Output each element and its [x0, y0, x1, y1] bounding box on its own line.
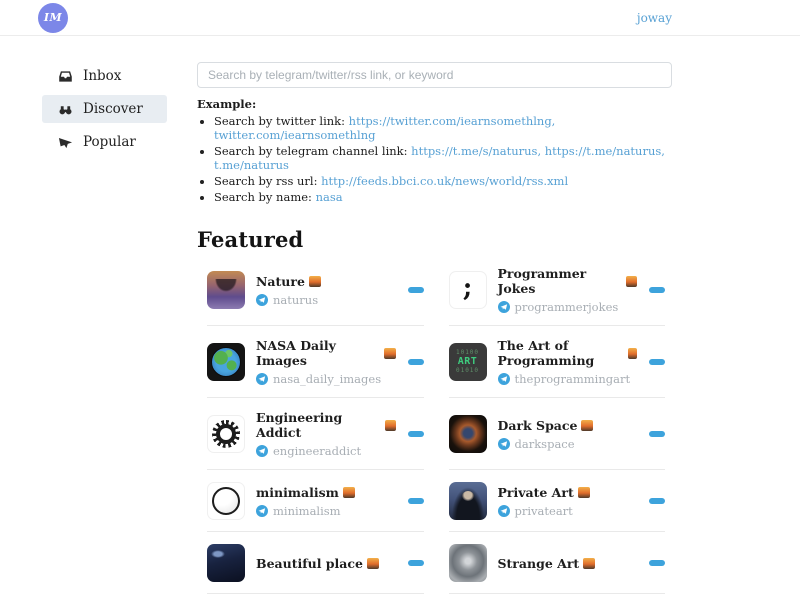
feed-title-text: Nature: [256, 273, 305, 289]
feed-handle: [498, 504, 638, 518]
feed-thumbnail: [207, 415, 245, 453]
feed-title-text: The Art of Programming: [497, 338, 595, 369]
example-label: Search by twitter link:: [214, 113, 349, 128]
page-layout: [0, 36, 800, 594]
remove-feed-button[interactable]: [649, 287, 665, 293]
feed-handle: [498, 372, 638, 386]
remove-feed-button[interactable]: [408, 498, 424, 504]
feed-title-text: Dark Space: [497, 417, 578, 433]
feed-thumbnail: [207, 544, 245, 582]
example-link[interactable]: http://feeds.bbci.co.uk/news/world/rss.xml: [321, 173, 569, 188]
telegram-icon: [256, 505, 268, 517]
feed-info: [498, 418, 638, 451]
feed-title: [498, 485, 638, 500]
telegram-icon: [498, 438, 510, 450]
feed-title: [256, 485, 396, 500]
feed-card: [449, 470, 666, 532]
paper-plane-icon: [58, 135, 73, 150]
example-item: [214, 145, 672, 173]
feed-handle: [256, 372, 396, 386]
remove-feed-button[interactable]: [408, 287, 424, 293]
feed-card: [449, 254, 666, 326]
sunset-landscape-emoji: [343, 487, 355, 498]
feed-handle-text: naturus: [273, 292, 319, 307]
user-account-link[interactable]: joway: [636, 10, 672, 25]
feed-card: [207, 398, 424, 470]
remove-feed-button[interactable]: [408, 359, 424, 365]
feed-handle-text: darkspace: [514, 436, 575, 451]
feed-card: [449, 398, 666, 470]
feed-info: [498, 266, 638, 314]
feed-handle: [256, 293, 396, 307]
sunset-landscape-emoji: [309, 276, 321, 287]
feed-card: [207, 326, 424, 398]
feed-info: [256, 556, 396, 571]
feed-title: [498, 266, 638, 296]
example-link[interactable]: https://t.me/naturus,: [544, 143, 665, 158]
sunset-landscape-emoji: [581, 420, 593, 431]
telegram-icon: [256, 445, 268, 457]
feed-title: [256, 556, 396, 571]
remove-feed-button[interactable]: [649, 359, 665, 365]
sidebar-item-inbox[interactable]: [42, 62, 167, 90]
feed-thumbnail: [207, 271, 245, 309]
telegram-icon: [498, 301, 510, 313]
sidebar-item-popular[interactable]: [42, 128, 167, 156]
example-label: Search by telegram channel link:: [214, 143, 412, 158]
feed-handle-text: programmerjokes: [514, 300, 619, 315]
feed-title-text: Strange Art: [497, 555, 580, 571]
feed-info: [256, 485, 396, 518]
feed-card: [449, 326, 666, 398]
sidebar-item-label: Discover: [83, 101, 143, 117]
feed-card: [207, 470, 424, 532]
feed-title: [256, 338, 396, 368]
feed-title-text: minimalism: [256, 484, 339, 500]
examples-list: [214, 115, 672, 205]
feed-info: [498, 485, 638, 518]
sunset-landscape-emoji: [385, 420, 396, 431]
sidebar-item-label: Popular: [83, 134, 136, 150]
example-item: [214, 115, 672, 143]
sunset-landscape-emoji: [628, 348, 637, 359]
feed-handle: [256, 444, 396, 458]
example-item: [214, 191, 672, 205]
feed-handle-text: minimalism: [273, 503, 341, 518]
telegram-icon: [256, 373, 268, 385]
featured-heading: Featured: [197, 227, 304, 253]
example-item: [214, 175, 672, 189]
featured-feed-grid: [207, 254, 665, 594]
example-label: Search by name:: [214, 190, 316, 205]
example-label: Search by rss url:: [214, 173, 322, 188]
example-link[interactable]: https://t.me/s/naturus,: [411, 143, 542, 158]
feed-title-text: Engineering Addict: [256, 410, 343, 441]
feed-info: [256, 410, 396, 458]
feed-title-text: Private Art: [497, 484, 574, 500]
example-link[interactable]: nasa: [315, 190, 343, 205]
sunset-landscape-emoji: [384, 348, 395, 359]
thumbnail-text: 10100: [455, 349, 480, 357]
feed-thumbnail: [449, 544, 487, 582]
feed-title-text: Beautiful place: [256, 555, 363, 571]
example-link[interactable]: t.me/naturus: [214, 157, 289, 172]
remove-feed-button[interactable]: [649, 498, 665, 504]
examples-title: Example:: [197, 97, 257, 111]
thumbnail-text: 01010: [455, 367, 480, 375]
remove-feed-button[interactable]: [649, 431, 665, 437]
feed-title-text: Programmer Jokes: [497, 266, 587, 297]
feed-handle: [256, 504, 396, 518]
search-input[interactable]: [197, 62, 672, 88]
example-link[interactable]: twitter.com/iearnsomethlng: [214, 127, 376, 142]
sunset-landscape-emoji: [626, 276, 637, 287]
thumbnail-text: ART: [457, 356, 478, 368]
feed-thumbnail: [449, 271, 487, 309]
feed-thumbnail: [449, 482, 487, 520]
sidebar: [42, 62, 167, 594]
feed-info: [256, 338, 396, 386]
sunset-landscape-emoji: [367, 558, 379, 569]
feed-card: [449, 532, 666, 594]
feed-title: [498, 418, 638, 433]
feed-handle-text: engineeraddict: [273, 444, 362, 459]
feed-thumbnail: [207, 482, 245, 520]
main-content: [197, 62, 672, 594]
feed-info: [256, 274, 396, 307]
feed-title-text: NASA Daily Images: [256, 338, 336, 369]
remove-feed-button[interactable]: [649, 560, 665, 566]
feed-title: [498, 556, 638, 571]
feed-info: [498, 556, 638, 571]
search-examples: [197, 98, 672, 205]
feed-handle: [498, 300, 638, 314]
sidebar-item-label: Inbox: [83, 68, 122, 84]
sunset-landscape-emoji: [583, 558, 595, 569]
remove-feed-button[interactable]: [408, 560, 424, 566]
feed-handle-text: nasa_daily_images: [273, 372, 382, 387]
telegram-icon: [498, 505, 510, 517]
feed-title: [498, 338, 638, 368]
feed-info: [498, 338, 638, 386]
telegram-icon: [256, 294, 268, 306]
feed-title: [256, 410, 396, 440]
feed-title: [256, 274, 396, 289]
telegram-icon: [498, 373, 510, 385]
binoculars-icon: [58, 102, 73, 117]
feed-handle-text: privateart: [514, 503, 573, 518]
feed-handle-text: theprogrammingart: [514, 372, 631, 387]
remove-feed-button[interactable]: [408, 431, 424, 437]
example-link[interactable]: https://twitter.com/iearnsomethlng,: [348, 113, 556, 128]
feed-thumbnail: [449, 343, 487, 381]
feed-thumbnail: [449, 415, 487, 453]
top-header: [0, 0, 800, 36]
sidebar-item-discover[interactable]: [42, 95, 167, 123]
inbox-icon: [58, 69, 73, 84]
feed-handle: [498, 437, 638, 451]
semicolon-glyph: ;: [462, 273, 473, 304]
feed-thumbnail: [207, 343, 245, 381]
feed-card: [207, 532, 424, 594]
sunset-landscape-emoji: [578, 487, 590, 498]
app-logo: IM: [38, 3, 68, 33]
feed-card: [207, 254, 424, 326]
